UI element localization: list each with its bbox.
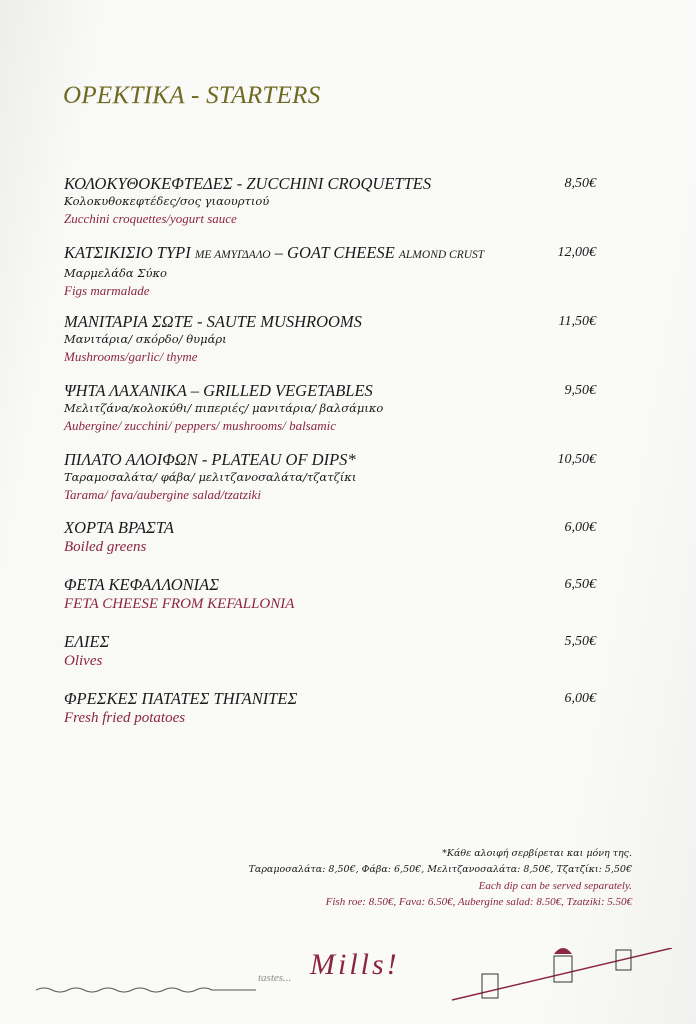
item-name-part: ΜΕ ΑΜΥΓΔΑΛΟ — [194, 249, 271, 261]
menu-item — [64, 632, 596, 672]
item-name: ΚΟΛΟΚΥΘΟΚΕΦΤΕΔΕΣ - ZUCCHINI CROQUETTES — [64, 174, 432, 193]
item-greek-description: Μελιτζάνα/κολοκύθι/ πιπεριές/ μανιτάρια/ βαλσάμικο — [64, 401, 384, 415]
menu-item — [64, 243, 596, 299]
item-price: 6,00€ — [564, 691, 596, 706]
item-price: 10,50€ — [557, 452, 596, 467]
menu-item — [64, 450, 596, 503]
menu-item — [64, 381, 596, 434]
dips-footnote — [249, 846, 632, 910]
english-note: Each dip can be served separately. — [478, 880, 632, 892]
item-name: ΠΙΛΑΤΟ ΑΛΟΙΦΩΝ - PLATEAU OF DIPS* — [64, 450, 356, 469]
item-name — [64, 243, 596, 265]
item-price: 8,50€ — [564, 176, 596, 191]
item-price: 5,50€ — [564, 634, 596, 649]
item-english-description: Zucchini croquettes/yogurt sauce — [64, 211, 237, 226]
item-greek-description: Κολοκυθοκεφτέδες/σος γιαουρτιού — [64, 194, 270, 208]
item-name-part: ALMOND CRUST — [398, 249, 485, 261]
logo-brand: Mills! — [310, 948, 400, 981]
menu-item — [64, 518, 596, 558]
menu-item — [64, 689, 596, 729]
greek-note: *Κάθε αλοιφή σερβίρεται και μόνη της. — [442, 848, 632, 859]
item-price: 12,00€ — [557, 245, 596, 260]
menu-item — [64, 575, 596, 615]
item-english-description: Aubergine/ zucchini/ peppers/ mushrooms/ balsamic — [64, 418, 337, 433]
menu-item — [64, 312, 596, 365]
logo-tagline: tastes... — [258, 972, 292, 984]
item-name: ΜΑΝΙΤΑΡΙΑ ΣΩΤΕ - SAUTE MUSHROOMS — [64, 312, 362, 331]
item-greek-description: Ταραμοσαλάτα/ φάβα/ μελιτζανοσαλάτα/τζατζίκι — [64, 470, 357, 484]
item-price: 6,00€ — [564, 520, 596, 535]
greek-dip-prices: Ταραμοσαλάτα: 8,50€, Φάβα: 6,50€, Μελιτζανοσαλάτα: 8,50€, Τζατζίκι: 5,50€ — [248, 864, 632, 875]
item-greek-description: Μαρμελάδα Σύκο — [64, 266, 167, 280]
menu-item — [64, 174, 596, 227]
item-english-description: FETA CHEESE FROM KEFALLONIA — [64, 596, 295, 612]
english-dip-prices: Fish roe: 8.50€, Fava: 6.50€, Aubergine salad: 8.50€, Tzatziki: 5.50€ — [325, 896, 632, 908]
item-price: 11,50€ — [558, 314, 596, 329]
item-english-description: Mushrooms/garlic/ thyme — [64, 349, 198, 364]
item-name-part: ΚΑΤΣΙΚΙΣΙΟ ΤΥΡΙ — [64, 243, 195, 262]
item-english-description: Tarama/ fava/aubergine salad/tzatziki — [64, 487, 261, 502]
item-price: 9,50€ — [564, 383, 596, 398]
item-english-description: Olives — [64, 653, 103, 669]
item-name: ΕΛΙΕΣ — [64, 632, 110, 651]
item-english-description: Boiled greens — [64, 539, 147, 555]
item-name: ΦΡΕΣΚΕΣ ΠΑΤΑΤΕΣ ΤΗΓΑΝΙΤΕΣ — [64, 689, 298, 708]
item-name-part: – GOAT CHEESE — [270, 243, 399, 262]
item-name: ΦΕΤΑ ΚΕΦΑΛΛΟΝΙΑΣ — [64, 575, 220, 594]
item-name: ΨΗΤΑ ΛΑΧΑΝΙΚΑ – GRILLED VEGETABLES — [64, 381, 373, 400]
item-price: 6,50€ — [564, 577, 596, 592]
item-english-description: Fresh fried potatoes — [64, 710, 186, 726]
item-name: ΧΟΡΤΑ ΒΡΑΣΤΑ — [64, 518, 174, 537]
section-title: ΟΡΕΚΤΙΚΑ - STARTERS — [63, 82, 321, 109]
item-english-description: Figs marmalade — [64, 283, 150, 298]
item-greek-description: Μανιτάρια/ σκόρδο/ θυμάρι — [64, 332, 227, 346]
